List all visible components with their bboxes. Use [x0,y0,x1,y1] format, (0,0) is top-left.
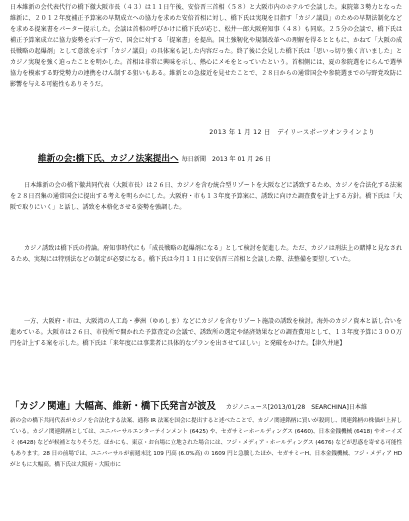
article2-paragraph-1 [10,180,402,213]
article3-headline [10,398,367,412]
article2-paragraph-2 [10,243,402,265]
article3-meta: カジノニュース[2013/01/28 SEARCHINA]日本維 [225,404,368,411]
article2-paragraph-3-text: 一方、大阪府・市は、大阪湾の人工島・夢洲（ゆめしま）などにカジノを含むリゾート施設の誘致を検討。海外のカジノ資本と話し合いを進めている。大阪市は２６日、市役所で開かれた予算査定の会議で、誘致所の選定や経済効果などの調査費用として、１３年度予算に３００万円を計上する案を示した。橋下氏は「来年度には事業者に具体的なプランを出させてほしい」と発破をかけた。【津久井達】 [10,318,402,347]
article1-source: 2013 年 1 月 12 日 デイリースポーツオンラインより [209,129,375,136]
article2-headline-text: 維新の会:橋下氏、カジノ法案提出へ [38,154,179,164]
article3-headline-text: 「カジノ関連」大幅高、維新・橋下氏発言が波及 [10,401,216,412]
article2-meta: 毎日新聞 2013 年 01 月 26 日 [181,156,272,163]
article2-paragraph-2-text: カジノ誘致は橋下氏の持論。府知事時代にも「成長戦略の起爆剤になる」として検討を促進した。ただ、カジノは刑法上の賭博と見なされるため、実現には特別法などの制定が必要になる。橋下氏は今月１１日に安倍晋三首相と会談した際、法整備を要望していた。 [10,245,402,263]
article1-body: 日本維新の会代表代行の橋下徹大阪市長（４３）は１１日午後、安倍晋三首相（５８）と大阪市内のホテルで会談した。東院第３勢力となった維新に、２０１２年度補正予算案の早期成立への協力を求めた安倍首相に対し、橋下氏は実現を目指す「カジノ議員」のための早期法制化などを求める提案書をパーター提示した。会談は首相の呼びかけに橋下氏が応じ、松井一郎大阪府知事（４８）も同席。２５分の会談で、橋下氏は補正予算案成立に協力姿勢を示す一方で、国会に対する「提案書」を提出。国土強靭化や規制改革への理解を得るとともに、かねて「大阪の成長戦略の起爆剤」として意欲を示す「カジノ議員」の具体案も記した内容だった。終了後に会見した橋下氏は「思いっ切り強く言いました」とカジノ実現を強く迫ったことを明かした。首相は非常に興味を示し、熱心にメモをとっていたという。首相側には、夏の参院選をにらんで選挙協力を模索する野党勢力の連携をけん制する狙いもある。維新との急接近を見せたことで、２８日からの通常国会や参院選までの与野党攻防に影響を与える可能性もありそうだ。 [10,4,402,88]
article2-paragraph-3 [10,316,402,349]
article2-paragraph-1-text: 日本維新の会の橋下徹共同代表（大阪市長）は２６日、カジノを含む統合型リゾートを大阪などに誘致するため、カジノを合法化する法案を２８日召集の通常国会に提出する考えを明らかにした。大阪府・市も１３年度予算案に、誘致に向けた調査費を計上する方針。橋下氏は「大阪で取りにいく」と話し、誘致を本格化させる姿勢を強調した。 [10,182,402,211]
article2-headline [38,152,271,164]
article3-body: 新の会の橋下共同代表がカジノを合法化する法案、通称 IR 法案を国会に提出すると述べたことで、カジノ関連銘柄に買いが殺到し、関連銘柄の株価が上昇している。カジノ関連銘柄としては、ユニバーサルエンターテインメント (6425) や、セガサミーホールディングス (6460)、日本金銭機械 (6418) やオーイズミ (6428) などが候補となりそうだ。ほかにも、東京・お台場に立地された場合には、フジ・メディア・ホールディングス (4676) などが思惑を寄せる可能性もあります。28 日の前場では、ユニバーサルが前週末比 109 円高 (6.0%高) の 1609 円と急騰したほか、セガサミーH、日本金銭機械、フジ・メディア HD がともに大幅高。橋下氏は大阪府・大阪市に [10,418,402,468]
